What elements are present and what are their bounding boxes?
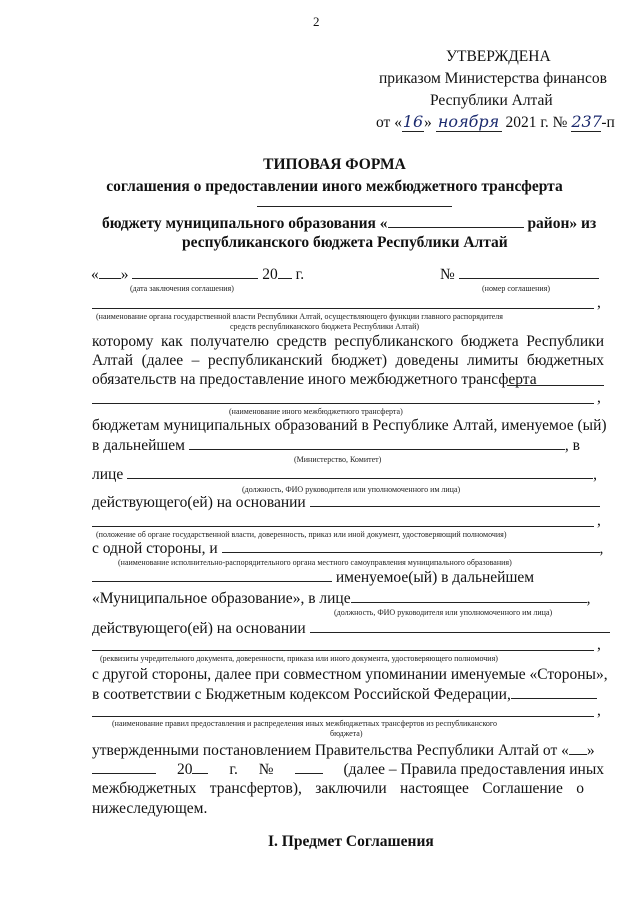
approval-day: 16 — [402, 112, 424, 131]
form-subtitle: соглашения о предоставлении иного межбюджетного трансферта — [106, 178, 563, 195]
p5-side — [92, 540, 603, 558]
face-label: лице — [92, 466, 124, 483]
basis-blank-2 — [92, 526, 594, 527]
mo-label: «Муниципальное образование», в лице — [92, 590, 351, 607]
p2-line2 — [92, 437, 580, 455]
basis-label: действующего(ей) на основании — [92, 494, 306, 511]
quote-close: » — [120, 266, 129, 283]
p4-basis — [92, 494, 600, 512]
caption-rules-2: бюджета) — [330, 729, 363, 738]
reqs-blank — [92, 650, 594, 651]
caption-organ-2: средств республиканского бюджета Республики Алтай) — [230, 322, 420, 331]
transfer-blank-end — [507, 385, 604, 386]
month-blank — [132, 266, 258, 279]
approval-title: УТВЕРЖДЕНА — [446, 48, 551, 65]
approval-number: 237 — [571, 112, 602, 131]
p8-basis — [92, 620, 610, 638]
comma: , — [599, 540, 604, 557]
approval-year-text: 2021 г. № — [505, 114, 568, 131]
title-blank-line — [257, 206, 452, 207]
caption-ministry: (Министерство, Комитет) — [294, 455, 382, 464]
approval-month: ноября — [436, 112, 502, 132]
position-blank — [127, 466, 593, 479]
p10-rest: (далее – Правила предоставления иных — [343, 761, 604, 778]
date-mid: » — [423, 114, 432, 131]
date-row — [91, 266, 304, 284]
comma: , — [586, 590, 591, 607]
date-prefix: от « — [376, 114, 402, 131]
basis-label-2: действующего(ей) на основании — [92, 620, 306, 637]
page-number: 2 — [313, 14, 320, 29]
comma: , — [597, 512, 601, 529]
p2-line1: бюджетам муниципальных образований в Республике Алтай, именуемое (ый) — [92, 417, 607, 434]
p6-named — [92, 569, 534, 587]
form-title: ТИПОВАЯ ФОРМА — [263, 156, 406, 173]
caption-position-2: (должность, ФИО руководителя или уполномоченного им лица) — [334, 608, 553, 617]
number-sign: № — [440, 266, 455, 283]
p2-in: , в — [564, 437, 580, 454]
caption-rules: (наименование правил предоставления и распределения иных межбюджетных трансфертов из республиканского — [112, 719, 498, 728]
quote-open: « — [91, 266, 99, 283]
p7-mo — [92, 590, 590, 608]
p1-line3: обязательств на предоставление иного межбюджетного трансферта — [92, 371, 537, 388]
transfer-blank — [92, 403, 594, 404]
caption-exec: (наименование исполнительно-распорядительного органа местного самоуправления муниципального образования) — [118, 558, 512, 567]
line3-part-a: бюджету муниципального образования « — [102, 215, 388, 232]
year-suffix: г. — [295, 266, 305, 283]
exec-blank-2 — [92, 569, 332, 582]
p2-in-future: в дальнейшем — [92, 437, 185, 454]
year-blank — [278, 266, 292, 279]
caption-date: (дата заключения соглашения) — [130, 284, 234, 293]
p1-line1: которому как получателю средств республиканского бюджета Республики — [92, 333, 604, 350]
comma: , — [597, 702, 601, 719]
line3-part-b: район» из — [527, 215, 597, 232]
p10-day-blank — [569, 742, 587, 755]
form-title-line4: республиканского бюджета Республики Алтай — [182, 234, 508, 251]
p9-line2-text: в соответствии с Бюджетным кодексом Российской Федерации, — [92, 686, 511, 703]
p10-number-blank — [295, 761, 323, 774]
p9-line1: с другой стороны, далее при совместном упоминании именуемые «Стороны», — [92, 666, 608, 683]
caption-transfer: (наименование иного межбюджетного трансферта) — [229, 407, 403, 416]
p10-line1-text: утвержденными постановлением Правительства Республики Алтай от « — [92, 742, 569, 759]
p10-line2 — [92, 761, 604, 779]
p10-month-blank — [92, 761, 156, 774]
p10-quote-close: » — [586, 742, 595, 759]
side-label: с одной стороны, и — [92, 540, 218, 557]
exec-blank — [222, 540, 600, 553]
rules-blank — [92, 716, 594, 717]
caption-organ: (наименование органа государственной власти Республики Алтай, осуществляющего функции главного распорядителя — [96, 312, 503, 321]
p10-year — [177, 761, 209, 779]
p10-line1 — [92, 742, 595, 760]
p10-year-blank — [192, 761, 208, 774]
rules-blank-end — [511, 686, 597, 699]
caption-reqs: (реквизиты учредительного документа, доверенности, приказа или иного документа, удостоверяющего полномочия) — [100, 654, 498, 663]
number-blank — [459, 266, 599, 279]
section-title: I. Предмет Соглашения — [268, 833, 434, 850]
approval-date-line — [376, 112, 615, 132]
day-blank — [99, 266, 121, 279]
p10-line3: межбюджетных трансфертов), заключили настоящее Соглашение о — [92, 780, 584, 797]
p10-no: № — [258, 761, 274, 778]
caption-basis: (положение об органе государственной власти, доверенность, приказ или иной документ, удостоверяющий полномочия) — [96, 530, 507, 539]
basis-blank-3 — [310, 620, 610, 633]
basis-blank — [310, 494, 600, 507]
number-row — [440, 266, 599, 284]
caption-position: (должность, ФИО руководителя или уполномоченного им лица) — [242, 485, 461, 494]
district-blank — [388, 214, 524, 228]
comma: , — [597, 389, 601, 406]
comma: , — [597, 294, 601, 311]
organ-blank — [92, 308, 594, 309]
year-prefix: 20 — [262, 266, 278, 283]
named-label: именуемое(ый) в дальнейшем — [335, 569, 535, 586]
form-title-line3 — [102, 214, 596, 233]
p10-year-text: 20 — [176, 761, 193, 778]
p10-g: г. — [229, 761, 238, 778]
p9-line2 — [92, 686, 597, 704]
comma: , — [593, 466, 597, 483]
p10-line4: нижеследующем. — [92, 800, 208, 817]
comma: , — [597, 636, 601, 653]
approval-line1: приказом Министерства финансов — [379, 70, 607, 87]
p3-face — [92, 466, 597, 484]
caption-number: (номер соглашения) — [482, 284, 550, 293]
mo-position-blank — [351, 590, 587, 603]
ministry-blank — [189, 437, 565, 450]
p1-line2: Алтай (далее – республиканский бюджет) доведены лимиты бюджетных — [92, 352, 604, 369]
approval-suffix: -п — [601, 114, 615, 131]
approval-line2: Республики Алтай — [430, 92, 553, 109]
